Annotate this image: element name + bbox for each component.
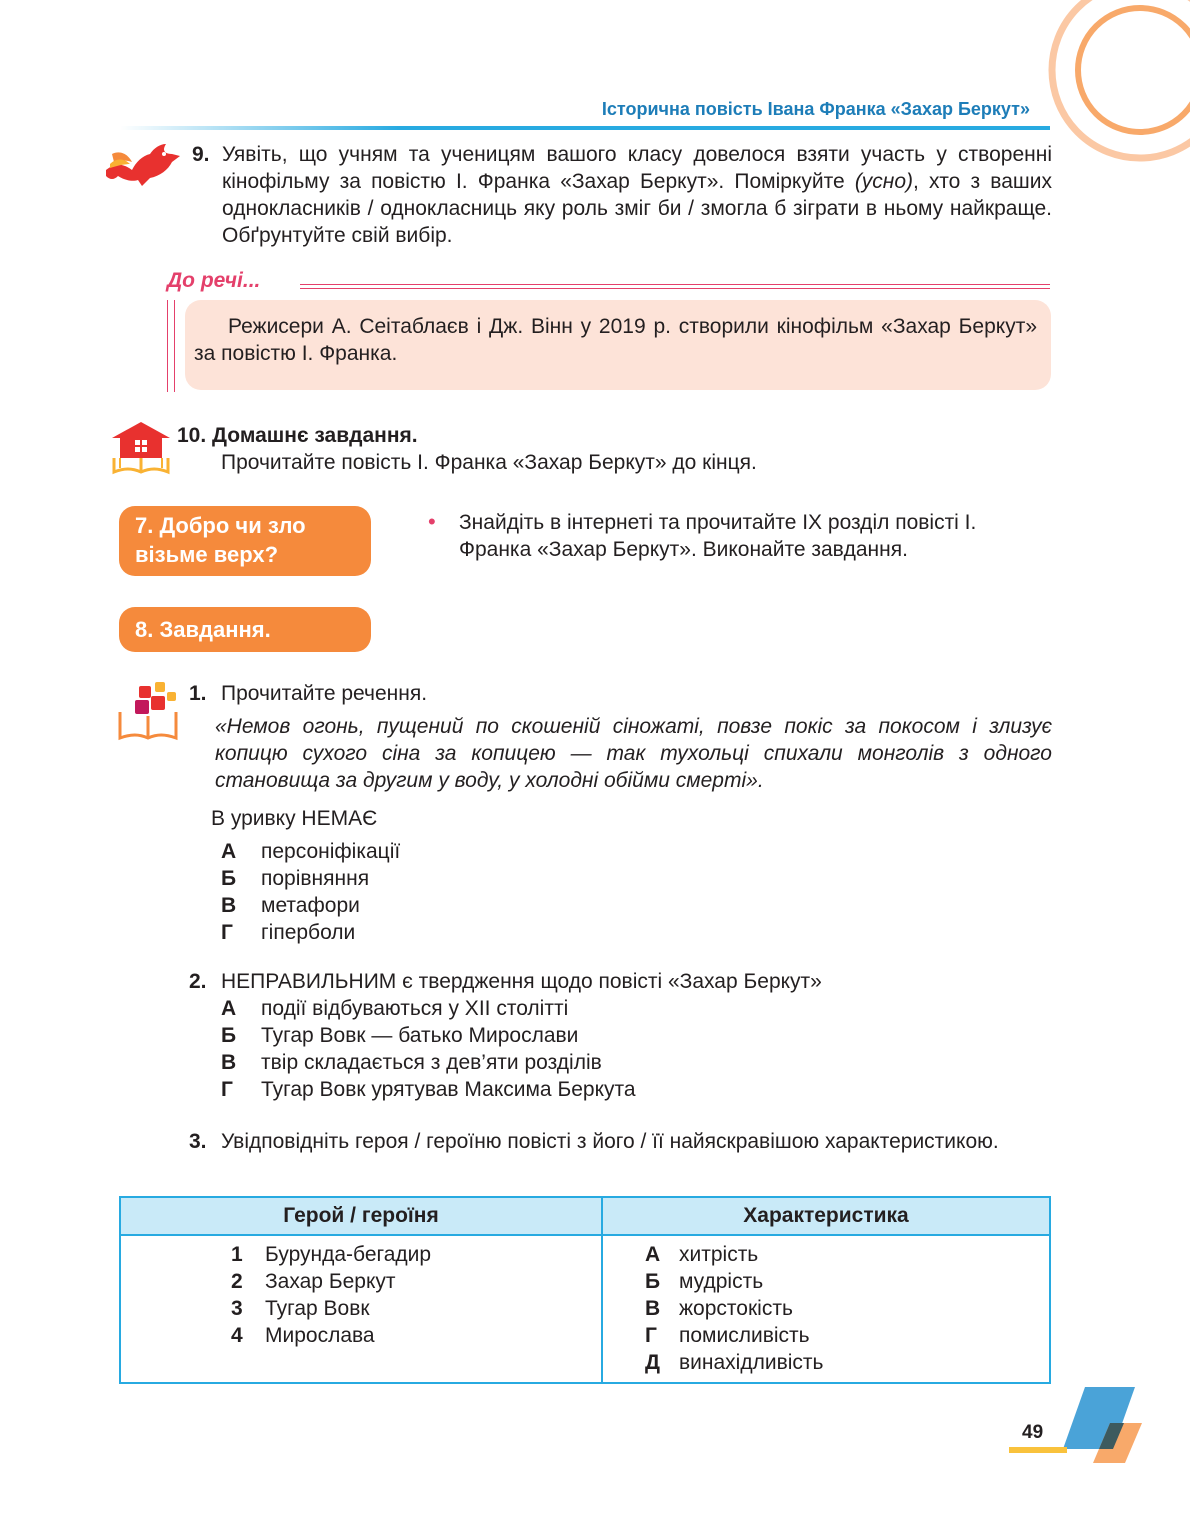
option-text: Тугар Вовк — батько Мирослави: [261, 1024, 579, 1047]
option-text: метафори: [261, 894, 360, 917]
task-9-number: 9.: [192, 143, 210, 166]
option-letter: В: [221, 894, 237, 917]
trait-text: винахідливість: [679, 1351, 824, 1374]
test-1-stem: В уривку НЕМАЄ: [211, 807, 378, 830]
task-9: [192, 141, 1052, 249]
trait-row: [603, 1349, 1049, 1376]
trait-row: [603, 1295, 1049, 1322]
trait-text: мудрість: [679, 1270, 764, 1293]
hero-column: [120, 1235, 602, 1383]
bullet-dot: •: [428, 509, 436, 534]
trait-column-header: Характеристика: [602, 1197, 1050, 1235]
task-10: [177, 422, 757, 476]
option-letter: В: [221, 1051, 237, 1074]
trait-letter: В: [645, 1297, 661, 1320]
hero-name: Тугар Вовк: [265, 1297, 370, 1320]
hero-name: Мирослава: [265, 1324, 375, 1347]
trait-column: [602, 1235, 1050, 1383]
page-number: 49: [1022, 1422, 1044, 1443]
option-letter: Г: [221, 921, 233, 944]
option-text: порівняння: [261, 867, 370, 890]
trait-text: жорстокість: [679, 1297, 793, 1320]
task-9-text-part1: Уявіть, що учням та ученицям вашого класу довелося взяти участь у створенні кінофільму за повістю І. Франка «Захар Беркут». Поміркуйте: [222, 143, 1052, 193]
section-8-heading: 8. Завдання.: [119, 607, 371, 652]
option-letter: Б: [221, 1024, 237, 1047]
fact-box: Режисери А. Сеітаблаєв і Дж. Вінн у 2019 р. створили кінофільм «Захар Беркут» за повістю І. Франка.: [185, 300, 1051, 390]
test-3-prompt: Увідповідніть героя / героїню повісті з його / її найяскравішою характеристикою.: [221, 1130, 999, 1153]
hero-column-header: Герой / героїня: [120, 1197, 602, 1235]
home-book-icon: [110, 420, 172, 476]
fact-rule: [300, 284, 1050, 289]
hero-name: Бурунда-бегадир: [265, 1243, 432, 1266]
test-1-prompt: Прочитайте речення.: [221, 682, 428, 705]
hero-number: 4: [231, 1324, 243, 1347]
header-rule: [120, 126, 1050, 130]
hero-row: [121, 1241, 601, 1268]
fact-label: До речі...: [167, 269, 261, 292]
hero-number: 1: [231, 1243, 243, 1266]
test-2-number: 2.: [189, 970, 207, 993]
option-letter: Г: [221, 1078, 233, 1101]
hero-number: 3: [231, 1297, 243, 1320]
matching-table: [119, 1196, 1051, 1384]
option-text: твір складається з дев’яти розділів: [261, 1051, 602, 1074]
running-head: Історична повість Івана Франка «Захар Беркут»: [601, 99, 1030, 119]
section-7-bullet: Знайдіть в інтернеті та прочитайте IX розділ повісті І. Франка «Захар Беркут». Виконайте завдання.: [459, 511, 977, 561]
option-text: Тугар Вовк урятував Максима Беркута: [261, 1078, 636, 1101]
task-9-text-italic: (усно): [854, 170, 914, 193]
hero-number: 2: [231, 1270, 243, 1293]
task-10-title: Домашнє завдання.: [212, 424, 418, 447]
task-10-text: Прочитайте повість І. Франка «Захар Беркут» до кінця.: [221, 451, 757, 474]
hero-row: [121, 1295, 601, 1322]
trait-row: [603, 1322, 1049, 1349]
test-3-number: 3.: [189, 1130, 207, 1153]
trait-letter: Д: [645, 1351, 660, 1374]
trait-text: хитрість: [679, 1243, 759, 1266]
trait-text: помисливість: [679, 1324, 810, 1347]
trait-letter: А: [645, 1243, 661, 1266]
hero-row: [121, 1268, 601, 1295]
trait-letter: Б: [645, 1270, 661, 1293]
section-7-heading: 7. Добро чи зло візьме верх?: [119, 506, 371, 576]
test-book-icon: [117, 682, 179, 742]
test-1-number: 1.: [189, 682, 207, 705]
trait-row: [603, 1241, 1049, 1268]
option-text: гіперболи: [261, 921, 356, 944]
test-1-quote: «Немов огонь, пущений по скошеній сіножаті, повзе покіс за покосом і злизує копицю сухого сіна за копицею — так тухольці спихали монголів з одного становища за другим у воду, у холодні обійми смерті».: [215, 715, 1052, 792]
fact-side-bar: [167, 300, 175, 392]
trait-letter: Г: [645, 1324, 657, 1347]
task-10-number: 10.: [177, 424, 207, 447]
hero-row: [121, 1322, 601, 1349]
option-text: персоніфікації: [261, 840, 401, 863]
pegasus-icon: [102, 140, 182, 192]
option-letter: Б: [221, 867, 237, 890]
hero-name: Захар Беркут: [265, 1270, 396, 1293]
task-9-text: [222, 141, 1052, 249]
trait-row: [603, 1268, 1049, 1295]
test-2-prompt: НЕПРАВИЛЬНИМ є твердження щодо повісті «Захар Беркут»: [221, 970, 822, 993]
task-9-text-part2: , хто з ваших однокласників / однокласниць яку роль зміг би / змогла б зіграти в ньому найкраще. Обґрунтуйте свій вибір.: [222, 170, 1052, 247]
option-letter: А: [221, 840, 237, 863]
option-text: події відбуваються у XII столітті: [261, 997, 569, 1020]
option-letter: А: [221, 997, 237, 1020]
